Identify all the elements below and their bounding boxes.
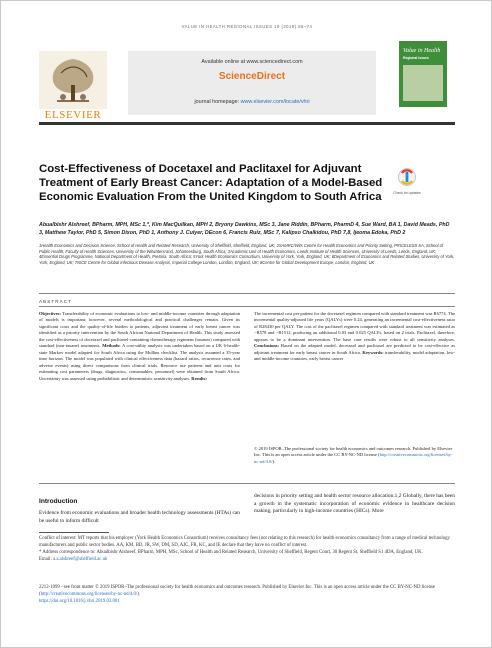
conclusions-text: Based on the adapted model, docetaxel and paclitaxel are predicted to be cost-effective as adjuvant treatment for early breast cancer in South Africa. (254, 343, 455, 355)
sciencedirect-brand: ScienceDirect (218, 71, 286, 82)
footnotes (39, 536, 455, 564)
homepage-link[interactable]: www.elsevier.com/locate/vhri (240, 99, 310, 105)
abstract-right-column (254, 311, 455, 363)
cover-image (403, 65, 443, 101)
methods-text: A cost-utility analysis was undertaken based on a UK 6-health-state Markov model adapted for South Africa using the Mullins checklist. The analysis assumed a 35-year time horizon. The model was populated with clinical effectiveness data (hazard ratios, recurrence rates, and adverse events) using direct comparisons from clinical trials. Resource use patterns and unit costs for estimating cost parameters (drugs, diagnostics, consumables, personnel) were obtained from South Africa. Uncertainty was assessed using probabilistic and deterministic sensitivity analyses. (39, 343, 241, 381)
issn-license-link[interactable]: http://creativecommons.org/licenses/by-nc-nd/4.0/ (40, 591, 138, 597)
elsevier-tree-logo (39, 51, 107, 109)
journal-cover (399, 41, 447, 107)
introduction-right-text: decisions in priority setting and health sector resource allocation.1,2 Globally, there has been a growth in the systematic incorporation of economic evidence in healthcare decision making, particularly in high-income countries (HICs). More (254, 493, 455, 515)
issn-suffix: ). (137, 591, 141, 597)
article-meta (39, 585, 455, 606)
conclusions-label: Conclusions: (254, 343, 280, 349)
abstract-bottom-rule (39, 483, 455, 484)
cover-subtitle: Regional Issues (403, 56, 429, 60)
email-label: Email: (39, 556, 52, 562)
copyright-text: © 2019 ISPOR–The professional society for health economics and outcomes research. Published by Elsevier Inc. This is an open access article under the CC BY-NC-ND license ( (254, 446, 453, 458)
results-label: Results: (191, 375, 207, 381)
check-for-updates-label: Check for updates (393, 191, 421, 195)
author-list: Abualbishr Alshreef, BPharm, MPH, MSc 1,*, Kim MacQuilkan, MPH 2, Bryony Dawkins, MSc 3, Jane Riddin, BPharm, PharmD 4, Sue Ward, BA 1, David Meads, PhD 3, Matthew Taylor, PhD 5, Simon Dixon, PhD 1, Anthony J. Culyer, DEcon 6, Francis Ruiz, MSc 7, Kalipso Chalkidou, PhD 7,8, Ijeoma Edoka, PhD 2 (39, 222, 450, 236)
copyright-license-link[interactable]: http://creativecommons.org/licenses/by-nc-nd/4.0/ (254, 452, 453, 464)
abstract-copyright (254, 446, 455, 465)
available-online-text: Available online at www.sciencedirect.com (201, 59, 303, 65)
footnote-rule (39, 532, 109, 533)
abstract-heading: ABSTRACT (39, 299, 73, 304)
keywords-text: transferability, model adaptation, low- and middle-income countries, early breast cancer (254, 349, 456, 362)
cover-title: Value in Health (403, 48, 441, 54)
article-title: Cost-Effectiveness of Docetaxel and Paclitaxel for Adjuvant Treatment of Early Breast Cancer: Adaptation of a Model-Based Economic Evaluation From the United Kingdom to South Africa (39, 163, 383, 203)
results-text: The incremental cost per patient for the docetaxel regimen compared with standard treatment was R6774. The incremental quality-adjusted life years (QALYs) were 0.24, generating an incremental cost-effectiveness ratio of R28430 per QALY. The cost of the paclitaxel regimen compared with standard treatment was estimated as −R578 and −R1512, producing an additional 0.03 and 0.025 QALYs, based on 2 trials. Paclitaxel, therefore, appears to be a dominant intervention. The base case results were robust to all sensitivity analyses. (254, 311, 455, 342)
homepage-label: journal homepage: (194, 99, 240, 105)
methods-label: Methods: (102, 343, 121, 349)
introduction-heading: Introduction (39, 498, 78, 505)
correspondence-address: * Address correspondence to: Abualbishr Alshreef, BPharm, MPH, MSc, School of Health and Related Research, University of Sheffield, Regent Court, 30 Regent St, Sheffield S1 4DA, England, UK. (39, 549, 423, 555)
header-rule (39, 122, 455, 125)
check-for-updates-icon[interactable] (397, 167, 417, 191)
objectives-label: Objectives: (39, 311, 61, 316)
introduction-left-text: Evidence from economic evaluations and broader health technology assessments (HTAs) can be useful to inform difficult (39, 510, 240, 524)
journal-homepage-line (128, 99, 376, 105)
copyright-suffix: ). (272, 458, 276, 464)
abstract-left-column (39, 311, 240, 382)
email-line (39, 557, 455, 564)
keywords-label: Keywords: (362, 349, 384, 355)
author-email-link[interactable]: a.a.alshreef@sheffield.ac.uk (53, 556, 108, 562)
publisher-name: ELSEVIER (44, 109, 102, 121)
doi-link[interactable]: https://doi.org/10.1016/j.vhri.2019.03.001 (39, 598, 120, 604)
abstract-heading-rule (39, 306, 455, 307)
author-affiliations: 1Health Economics and Decision Science, School of Health and Related Research, University of Sheffield, Sheffield, England, UK; 2SAMRC/Wits Centre for Health Economics and Priority Setting, PRICELESS SA, School of Public Health, Faculty of Health Sciences, University of the Witwatersrand, Johannesburg, South Africa; 3Academic Unit of Health Economics, Leeds Institute of Health Sciences, University of Leeds, Leeds, England, UK; 4Essential Drugs Programme, National Department of Health, Pretoria, South Africa; 5York Health Economics Consortium, University of York, York, England, UK; 6Department of Economics and Related Studies, University of York, York, England, UK; 7NICE Centre for Global Infectious Disease Analysis, Imperial College London, London, England, UK; 8Centre for Global Development Europe, London, England, UK (39, 243, 455, 266)
conflict-of-interest: Conflict of interest: MT reports that his employer (York Health Economics Consortium) receives consultancy fees (not relating to this research) for health economics consultancy from a range of medical technology manufacturers and public sector bodies. AA, KM, BD, JR, SW, DM, SD, AJC, FR, KC, and IE declare that they have no conflict of interest. (39, 536, 450, 548)
abstract-top-rule (39, 293, 455, 294)
issn-line: 2212-1099 - see front matter © 2019 ISPOR–The professional society for health economics and outcomes research. Published by Elsevier Inc. This is an open access article under the CC BY-NC-ND license ( (39, 585, 436, 597)
objectives-text: Transferability of economic evaluations to low- and middle-income countries through adaptation of models is important; however, several methodological and practical challenges remain. Given its significant costs and the quality-of-life burden to patients, adjuvant treatment of early breast cancer was identified as a priority intervention by the South African National Department of Health. This study assessed the cost-effectiveness of docetaxel and paclitaxel-containing chemotherapy regimens (taxanes) compared with standard (non-taxane) treatments. (39, 311, 240, 349)
journal-citation-line: VALUE IN HEALTH REGIONAL ISSUES 19 (2019) 65–74 (181, 24, 313, 29)
